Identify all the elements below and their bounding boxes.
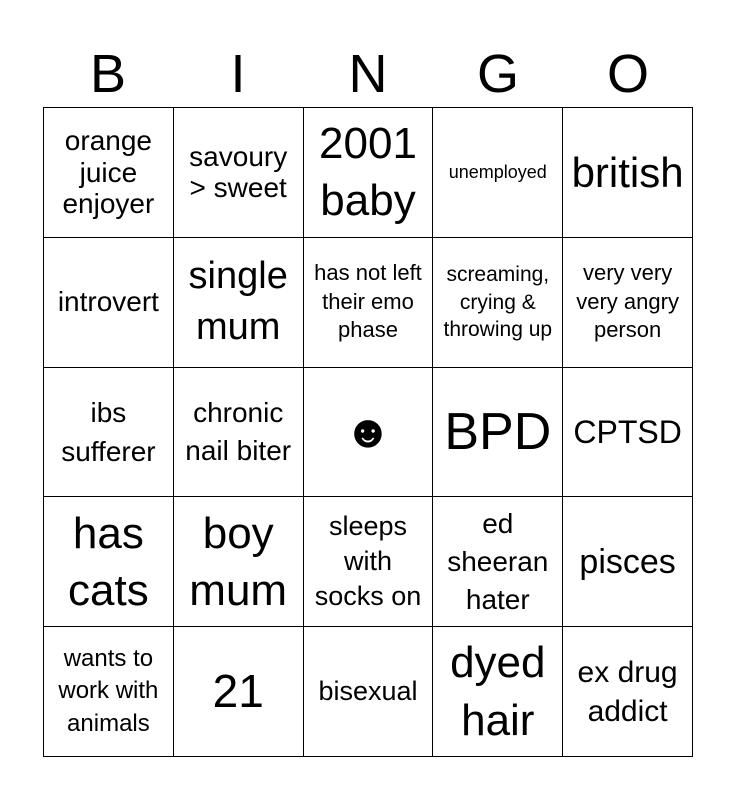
- bingo-cell[interactable]: [433, 627, 563, 757]
- cell-text: boy mum: [189, 508, 288, 615]
- cell-text: chronic nail biter: [185, 397, 292, 466]
- cell-text: single mum: [188, 254, 288, 349]
- bingo-cell[interactable]: [433, 238, 563, 368]
- bingo-cell[interactable]: [304, 368, 434, 498]
- bingo-cell[interactable]: [304, 627, 434, 757]
- cell-text: savoury > sweet: [189, 140, 288, 204]
- smiley-icon: ☻: [343, 405, 393, 457]
- bingo-cell[interactable]: [433, 368, 563, 498]
- bingo-cell[interactable]: [563, 627, 693, 757]
- bingo-cell[interactable]: [433, 497, 563, 627]
- bingo-cell[interactable]: [174, 627, 304, 757]
- cell-text: wants to work with animals: [58, 645, 159, 737]
- bingo-cell[interactable]: [304, 238, 434, 368]
- cell-text: ed sheeran hater: [447, 508, 549, 615]
- bingo-cell[interactable]: [44, 627, 174, 757]
- bingo-card: [43, 107, 693, 757]
- bingo-cell[interactable]: [433, 108, 563, 238]
- cell-text: dyed hair: [450, 638, 546, 745]
- bingo-cell[interactable]: [174, 497, 304, 627]
- cell-text: orange juice enjoyer: [62, 124, 155, 220]
- bingo-cell[interactable]: [44, 497, 174, 627]
- cell-text: 21: [212, 664, 264, 717]
- cell-text: british: [571, 148, 684, 196]
- bingo-cell[interactable]: [44, 238, 174, 368]
- bingo-cell[interactable]: [174, 368, 304, 498]
- bingo-cell[interactable]: [563, 238, 693, 368]
- cell-text: has cats: [68, 508, 149, 615]
- header-letter-b: B: [89, 44, 127, 104]
- cell-text: screaming, crying & throwing up: [443, 263, 553, 341]
- bingo-cell[interactable]: [174, 108, 304, 238]
- bingo-cell[interactable]: [563, 108, 693, 238]
- cell-text: has not left their emo phase: [314, 260, 422, 343]
- cell-text: CPTSD: [573, 413, 682, 450]
- cell-text: ibs sufferer: [61, 396, 156, 467]
- cell-text: bisexual: [318, 676, 418, 707]
- bingo-cell[interactable]: [304, 108, 434, 238]
- cell-text: pisces: [579, 542, 676, 581]
- header-letter-i: I: [230, 44, 246, 104]
- cell-text: BPD: [444, 402, 552, 461]
- cell-text: introvert: [57, 286, 159, 318]
- bingo-cell[interactable]: [44, 368, 174, 498]
- cell-text: very very very angry person: [576, 260, 679, 343]
- bingo-cell[interactable]: [304, 497, 434, 627]
- bingo-header: [43, 42, 693, 106]
- header-letter-g: G: [476, 44, 519, 104]
- cell-text: 2001 baby: [319, 119, 417, 226]
- cell-text: unemployed: [448, 162, 547, 183]
- header-letter-o: O: [606, 44, 649, 104]
- bingo-cell[interactable]: [174, 238, 304, 368]
- header-letter-n: N: [348, 44, 388, 104]
- bingo-cell[interactable]: [563, 497, 693, 627]
- cell-text: ex drug addict: [577, 655, 678, 728]
- cell-text: sleeps with socks on: [314, 511, 422, 612]
- bingo-cell[interactable]: [44, 108, 174, 238]
- bingo-cell[interactable]: [563, 368, 693, 498]
